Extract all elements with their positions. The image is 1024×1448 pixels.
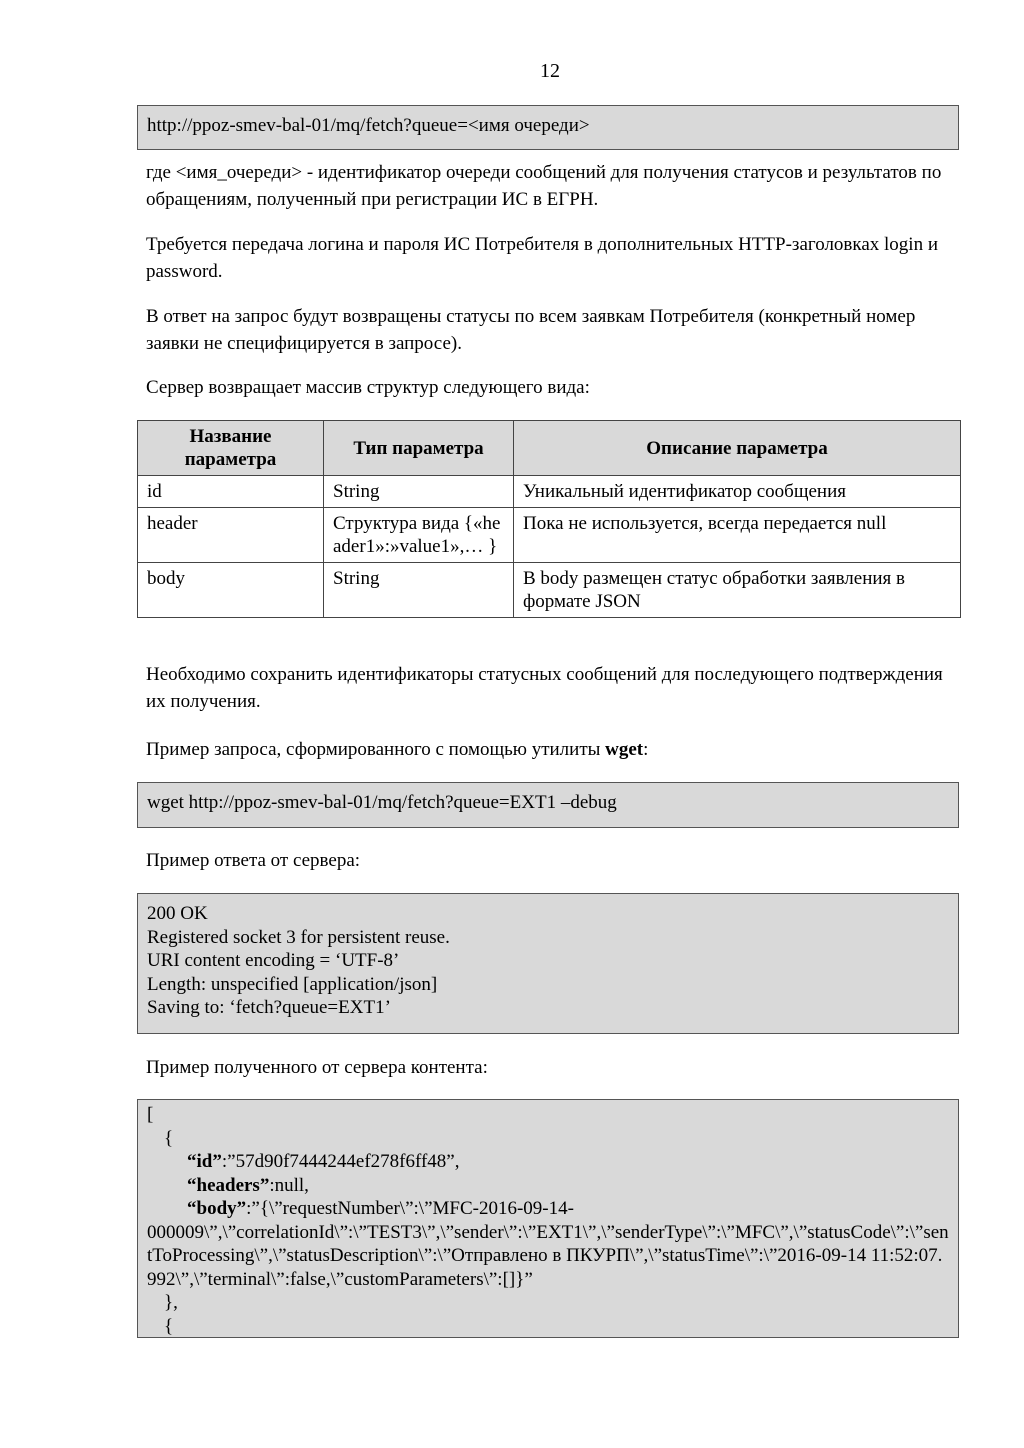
url-text: http://ppoz-smev-bal-01/mq/fetch?queue=<имя очереди> [147,115,590,136]
table-cell: Уникальный идентификатор сообщения [514,476,961,508]
table-cell: Пока не используется, всегда передается null [514,508,961,563]
response-line: 200 OK [147,903,208,924]
table-cell: body [138,563,324,618]
json-content-box [137,1099,959,1338]
json-id-line [147,1150,949,1174]
json-open-bracket: [ [147,1104,154,1125]
wget-bold: wget [605,739,644,760]
paragraph-auth-headers: Требуется передача логина и пароля ИС Потребителя в дополнительных HTTP-заголовках login и password. [146,234,938,282]
wget-suffix: : [643,739,649,760]
column-header-name: Название параметра [138,421,324,476]
response-line: URI content encoding = ‘UTF-8’ [147,950,400,971]
json-open-brace-2: { [164,1315,174,1337]
table-header-row [138,421,961,476]
table-cell: String [324,563,514,618]
parameters-table [137,420,961,618]
json-id-value: :”57d90f7444244ef278f6ff48”, [221,1151,460,1172]
json-headers-key: “headers” [187,1174,270,1196]
paragraph-wget-example [146,736,961,763]
url-code-box [137,105,959,150]
wget-command: wget http://ppoz-smev-bal-01/mq/fetch?queue=EXT1 –debug [147,792,617,813]
table-cell: Структура вида {«header1»:»value1»,… } [324,508,514,563]
response-line: Length: unspecified [application/json] [147,973,438,995]
page-number: 12 [540,60,560,82]
paragraph-queue-description: где <имя_очереди> - идентификатор очереди сообщений для получения статусов и результатов по обращениям, полученный при регистрации ИС в ЕГРН. [146,162,942,210]
paragraph-response-statuses: В ответ на запрос будут возвращены статусы по всем заявкам Потребителя (конкретный номер заявки не специфицируется в запросе). [146,306,916,354]
table-cell: header [138,508,324,563]
paragraph-response-example: Пример ответа от сервера: [146,850,361,871]
json-body-continuation: 000009\”,\”correlationId\”:\”TEST3\”,\”sender\”:\”EXT1\”,\”senderType\”:\”MFC\”,\”statusCode\”:\”sentToProcessing\”,\”statusDescription\”:\”Отправлено в ПКУРП\”,\”statusTime\”:\”2016-09-14 11:52:07.992\”,\”terminal\”:false,\”customParameters\”:[]}” [147,1221,949,1290]
json-open-brace: { [164,1127,174,1149]
paragraph-content-example: Пример полученного от сервера контента: [146,1057,488,1078]
paragraph-save-ids: Необходимо сохранить идентификаторы статусных сообщений для последующего подтверждения их получения. [146,664,943,712]
json-body-line [147,1197,949,1221]
table-row [138,476,961,508]
response-line: Registered socket 3 for persistent reuse. [147,926,450,948]
table-cell: String [324,476,514,508]
table-row [138,508,961,563]
wget-code-box [137,782,959,828]
json-body-key: “body” [187,1198,247,1219]
json-body-value: :”{\”requestNumber\”:\”MFC-2016-09-14- [246,1198,574,1219]
column-header-type: Тип параметра [324,421,514,476]
json-close-brace: }, [164,1292,178,1313]
wget-prefix: Пример запроса, сформированного с помощью утилиты [146,739,606,760]
column-header-description: Описание параметра [514,421,961,476]
table-row [138,563,961,618]
json-headers-line [147,1174,949,1198]
response-code-box [137,893,959,1034]
table-cell: id [138,476,324,508]
table-cell: В body размещен статус обработки заявления в формате JSON [514,563,961,618]
response-line: Saving to: ‘fetch?queue=EXT1’ [147,997,391,1018]
paragraph-array-structure: Сервер возвращает массив структур следующего вида: [146,377,590,398]
json-id-key: “id” [187,1151,222,1172]
json-headers-value: :null, [269,1174,309,1196]
